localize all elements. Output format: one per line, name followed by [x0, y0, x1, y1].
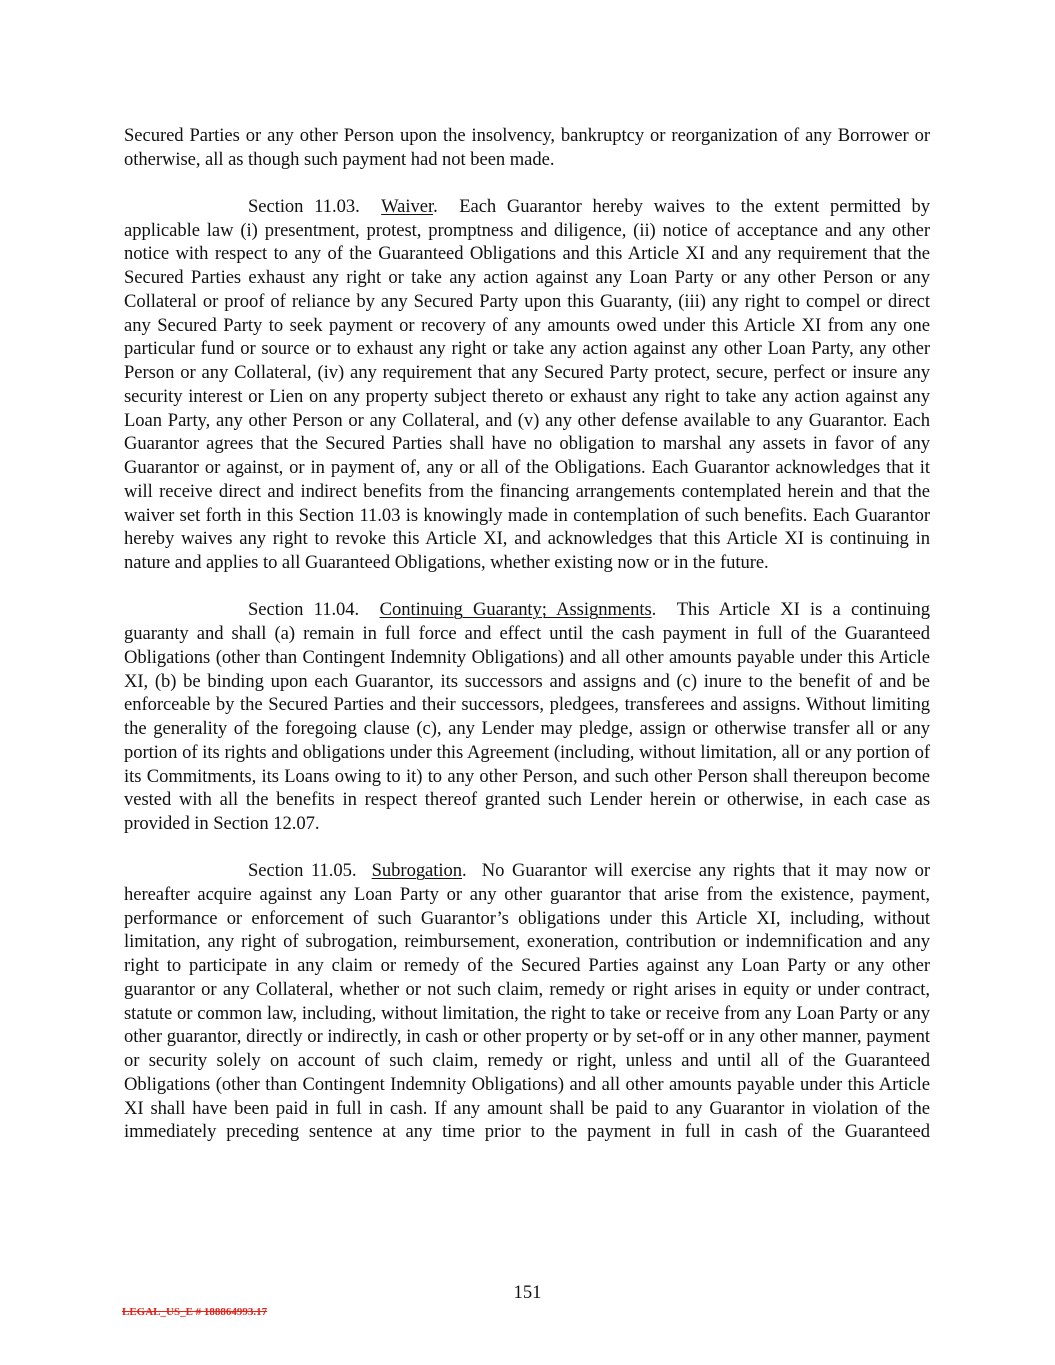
- section-heading: Continuing Guaranty; Assignments: [379, 599, 652, 621]
- page-number: 151: [513, 1282, 542, 1303]
- section-number: Section 11.05.: [248, 860, 357, 882]
- section-heading: Subrogation: [371, 860, 462, 882]
- paragraph-text: Secured Parties or any other Person upon the insolvency, bankruptcy or reorganization of any Borrower or otherwise, all as though such payment had not been made.: [124, 125, 930, 170]
- document-id-footer: LEGAL_US_E # 188864993.17: [122, 1306, 268, 1318]
- section-body: No Guarantor will exercise any rights that it may now or hereafter acquire against any Loan Party or any other guarantor that arise from the existence, payment, performance or enforcement of such Guarantor’s obligations under this Article XI, including, without limitation, any right of subrogation, reimbursement, exoneration, contribution or indemnification and any right to participate in any claim or remedy of the Secured Parties against any Loan Party or any other guarantor or any Collateral, whether or not such claim, remedy or right arises in equity or under contract, statute or common law, including, without limitation, the right to take or receive from any Loan Party or any other guarantor, directly or indirectly, in cash or other property or by set-off or in any other manner, payment or security solely on account of such claim, remedy or right, unless and until all of the Guaranteed Obligations (other than Contingent Indemnity Obligations) and all other amounts payable under this Article XI shall have been paid in full in cash. If any amount shall be paid to any Guarantor in violation of the immediately preceding sentence at any time prior to the payment in full in cash of the Guaranteed: [124, 860, 930, 1143]
- section-number: Section 11.03.: [248, 195, 360, 217]
- section-11-03: [124, 195, 930, 575]
- section-body: Each Guarantor hereby waives to the extent permitted by applicable law (i) presentment, protest, promptness and diligence, (ii) notice of acceptance and any other notice with respect to any of the Guaranteed Obligations and this Article XI and any requirement that the Secured Parties exhaust any right or take any action against any Loan Party or any other Person or any Collateral or proof of reliance by any Secured Party upon this Guaranty, (iii) any right to compel or direct any Secured Party to seek payment or recovery of any amounts owed under this Article XI from any one particular fund or source or to exhaust any right or take any action against any other Loan Party, any other Person or any Collateral, (iv) any requirement that any Secured Party protect, secure, perfect or insure any security interest or Lien on any property subject thereto or exhaust any right to take any action against any Loan Party, any other Person or any Collateral, and (v) any other defense available to any Guarantor. Each Guarantor agrees that the Secured Parties shall have no obligation to marshal any assets in favor of any Guarantor or against, or in payment of, any or all of the Obligations. Each Guarantor acknowledges that it will receive direct and indirect benefits from the financing arrangements contemplated herein and that the waiver set forth in this Section 11.03 is knowingly made in contemplation of such benefits. Each Guarantor hereby waives any right to revoke this Article XI, and acknowledges that this Article XI is continuing in nature and applies to all Guaranteed Obligations, whether existing now or in the future.: [124, 195, 931, 574]
- section-body: This Article XI is a continuing guaranty and shall (a) remain in full force and effect until the cash payment in full of the Guaranteed Obligations (other than Contingent Indemnity Obligations) and all other amounts payable under this Article XI, (b) be binding upon each Guarantor, its successors and assigns and (c) inure to the benefit of and be enforceable by the Secured Parties and their successors, pledgees, transferees and assigns. Without limiting the generality of the foregoing clause (c), any Lender may pledge, assign or otherwise transfer all or any portion of its rights and obligations under this Agreement (including, without limitation, all or any portion of its Commitments, its Loans owing to it) to any other Person, and such other Person shall thereupon become vested with all the benefits in respect thereof granted such Lender herein or otherwise, in each case as provided in Section 12.07.: [124, 599, 930, 835]
- heading-suffix: .: [462, 860, 467, 882]
- heading-suffix: .: [433, 195, 438, 217]
- document-page: [124, 124, 930, 1168]
- section-11-05: [124, 859, 930, 1144]
- section-11-04: [124, 598, 930, 836]
- section-heading: Waiver: [381, 195, 434, 217]
- paragraph-continuation: [124, 124, 930, 172]
- heading-suffix: .: [651, 599, 657, 621]
- section-number: Section 11.04.: [248, 599, 360, 621]
